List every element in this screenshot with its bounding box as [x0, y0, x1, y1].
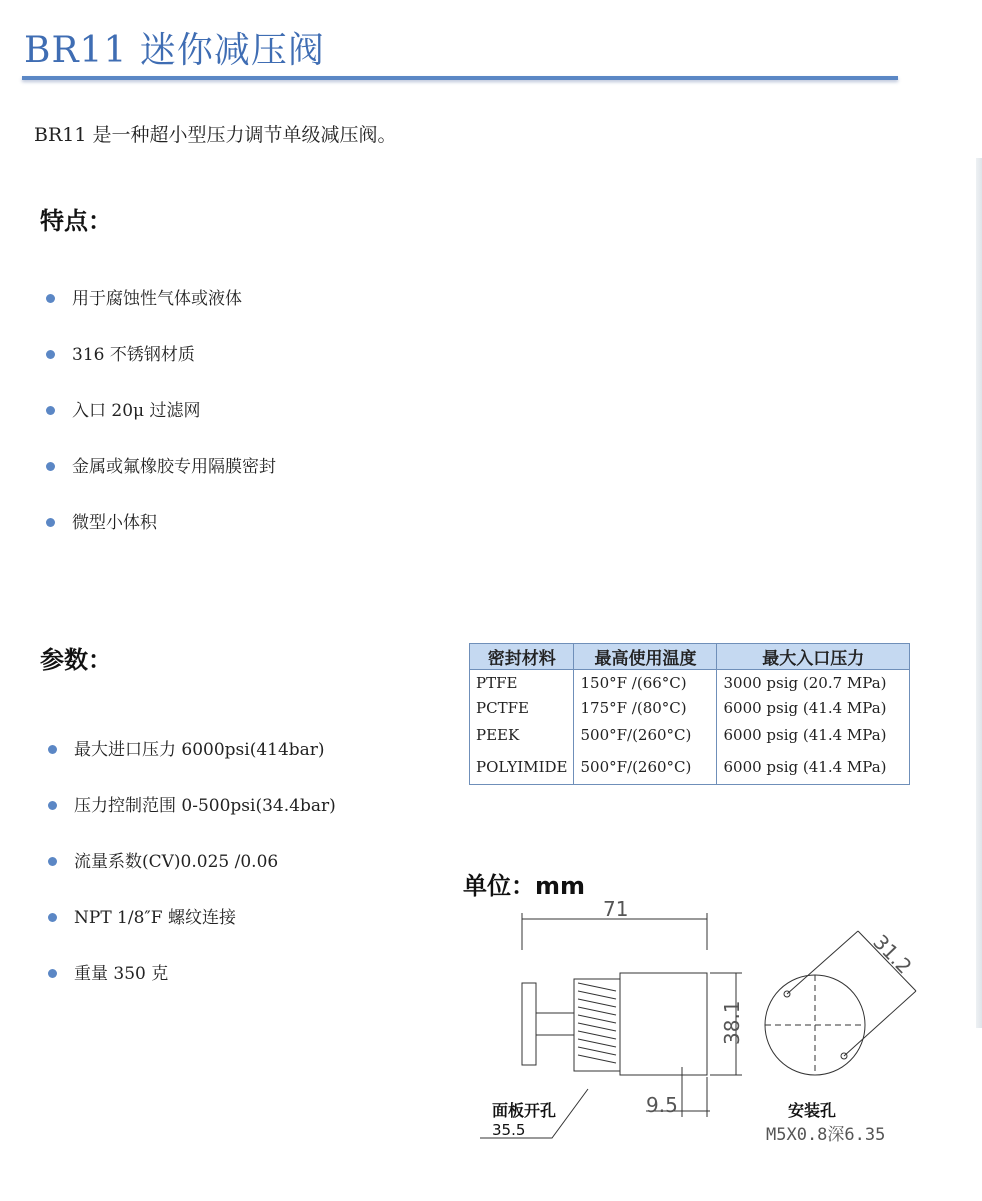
list-item: 金属或氟橡胶专用隔膜密封: [46, 457, 276, 513]
list-item: 用于腐蚀性气体或液体: [46, 289, 276, 345]
page-title: BR11 迷你减压阀: [24, 30, 325, 71]
list-item: 压力控制范围 0-500psi(34.4bar): [48, 796, 336, 852]
thread-lines: [578, 983, 616, 1063]
knob-plate: [522, 983, 536, 1065]
list-item: NPT 1/8″F 螺纹连接: [48, 908, 336, 964]
mount-hole-spec: M5X0.8深6.35: [766, 1125, 886, 1145]
bullet-icon: [48, 969, 57, 978]
panel-hole-label: 面板开孔: [492, 1101, 557, 1120]
bullet-icon: [46, 406, 55, 415]
table-cell: POLYIMIDE: [470, 750, 574, 785]
title-underline: [22, 76, 898, 80]
unit-label: 单位：mm: [463, 872, 586, 900]
page-edge-shadow: [976, 158, 982, 1028]
knob-stem: [536, 1013, 574, 1035]
threaded-section: [574, 979, 620, 1071]
bullet-icon: [46, 350, 55, 359]
params-heading: 参数：: [40, 646, 112, 674]
table-header: 最高使用温度: [574, 644, 717, 670]
table-row: [470, 720, 910, 750]
dim-diameter-label: 31.2: [868, 929, 917, 979]
dimension-line: [844, 991, 916, 1056]
seal-material-table: [469, 643, 910, 785]
panel-hole-value: 35.5: [492, 1121, 526, 1139]
table-cell: 6000 psig (41.4 MPa): [717, 720, 910, 750]
list-item: 316 不锈钢材质: [46, 345, 276, 401]
table-cell: PCTFE: [470, 695, 574, 720]
table-row: [470, 670, 910, 696]
dim-height-label: 38.1: [720, 1000, 744, 1045]
dim-offset-label: 9.5: [646, 1093, 678, 1117]
bullet-icon: [46, 294, 55, 303]
dimension-drawing: [460, 895, 930, 1155]
list-item: 最大进口压力 6000psi(414bar): [48, 740, 336, 796]
list-item: 入口 20μ 过滤网: [46, 401, 276, 457]
table-cell: 500°F/(260°C): [574, 750, 717, 785]
table-cell: 150°F /(66°C): [574, 670, 717, 696]
bullet-icon: [46, 518, 55, 527]
table-cell: 6000 psig (41.4 MPa): [717, 695, 910, 720]
table-header: 最大入口压力: [717, 644, 910, 670]
list-item: 流量系数(CV)0.025 /0.06: [48, 852, 336, 908]
table-row: [470, 695, 910, 720]
features-list: [46, 289, 276, 569]
table-cell: PEEK: [470, 720, 574, 750]
bullet-icon: [48, 745, 57, 754]
table-cell: PTFE: [470, 670, 574, 696]
table-cell: 3000 psig (20.7 MPa): [717, 670, 910, 696]
table-cell: 6000 psig (41.4 MPa): [717, 750, 910, 785]
bullet-icon: [48, 857, 57, 866]
features-heading: 特点：: [40, 207, 112, 235]
table-header-row: [470, 644, 910, 670]
bullet-icon: [48, 913, 57, 922]
intro-text: BR11 是一种超小型压力调节单级减压阀。: [34, 124, 397, 146]
list-item: 重量 350 克: [48, 964, 336, 1020]
bullet-icon: [46, 462, 55, 471]
mount-hole-label: 安装孔: [788, 1101, 837, 1120]
table-header: 密封材料: [470, 644, 574, 670]
list-item: 微型小体积: [46, 513, 276, 569]
table-cell: 175°F /(80°C): [574, 695, 717, 720]
valve-body: [620, 973, 707, 1075]
bullet-icon: [48, 801, 57, 810]
dim-width-label: 71: [603, 897, 629, 921]
table-cell: 500°F/(260°C): [574, 720, 717, 750]
dimension-line: [787, 931, 858, 994]
params-list: [48, 740, 336, 1020]
table-row: [470, 750, 910, 785]
